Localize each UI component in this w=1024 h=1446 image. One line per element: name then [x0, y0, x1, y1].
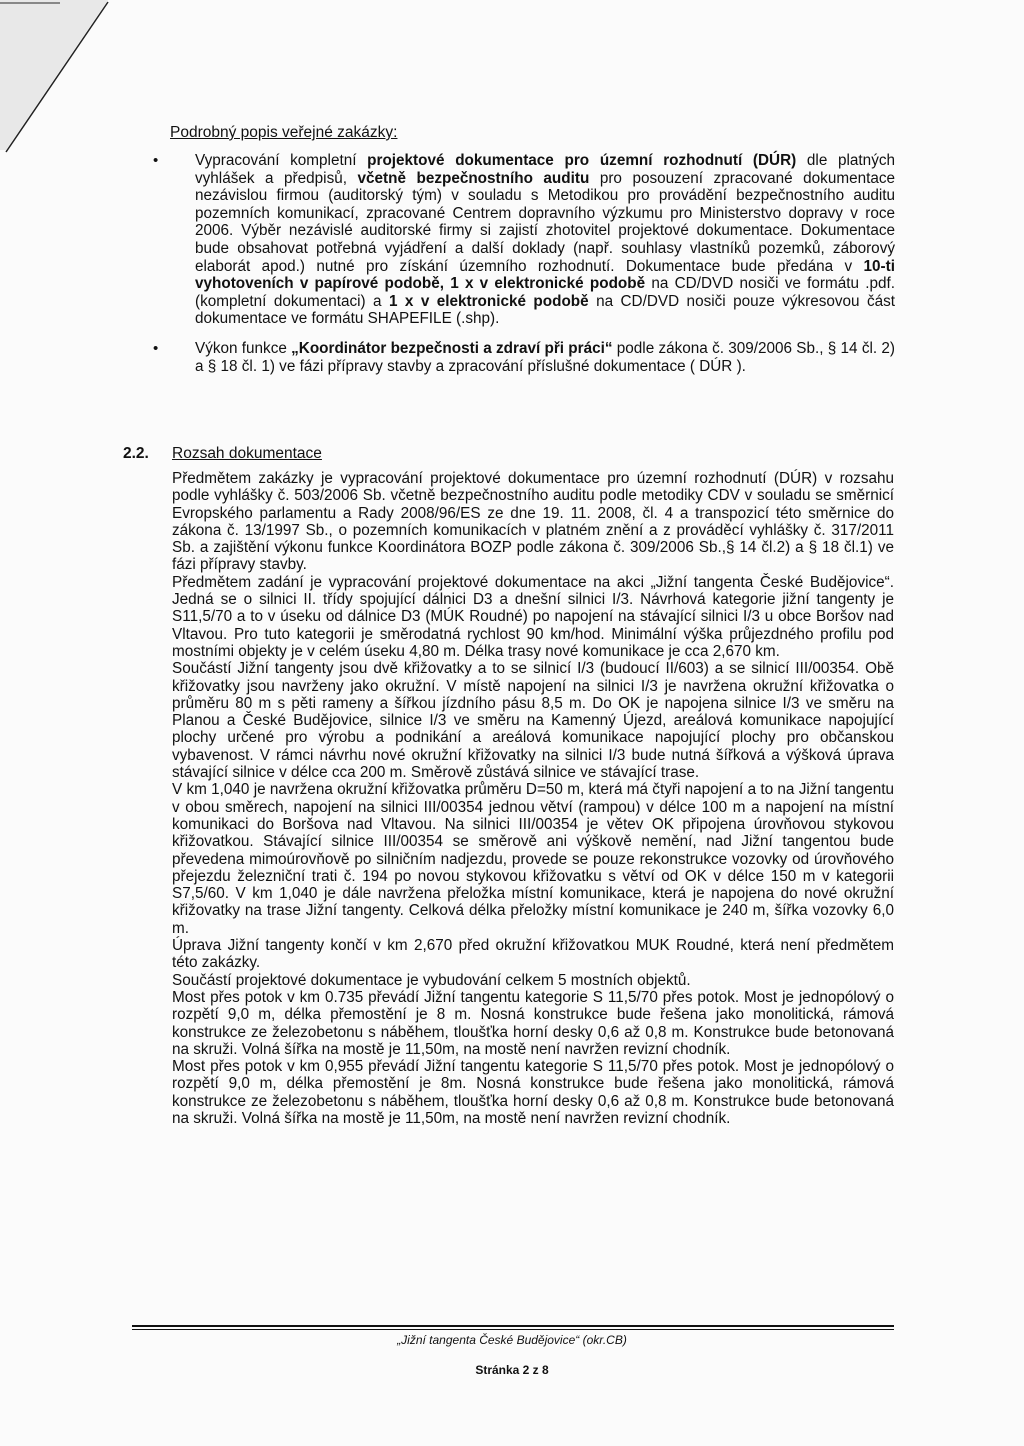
bold-run: „Koordinátor bezpečnosti a zdraví při práci“: [291, 339, 613, 357]
paragraph: V km 1,040 je navržena okružní křižovatka průměru D=50 m, která má čtyři napojení a to na Jižní tangentu v obou směrech, napojení na silnici III/00354 jednou větví (rampou) v délce 100 m a napojení na místní komunikaci do Boršova nad Vltavou. Na silnici III/00354 je větev OK připojena úrovňovou stykovou křižovatkou. Stávající silnice III/00354 se směrově ani výškově nemění, nad Jižní tangentou bude převedena mimoúrovňově po silničním nadjezdu, provede se pouze rekonstrukce vozovky od úrovňového přejezdu železniční trati č. 194 po novou stykovou křižovatku s větví od OK v délce 150 m v kategorii S7,5/60. V km 1,040 je dále navržena přeložka místní komunikace, která je napojena do nové okružní křižovatky na trase Jižní tangenty. Celková délka přeložky místní komunikace je 240 m, šířka vozovky 6,0 m.: [172, 781, 894, 937]
page-number: Stránka 2 z 8: [475, 1363, 549, 1377]
text-run: na CD/DVD nosiči pouze výkresovou část dokumentace ve formátu SHAPEFILE (.shp).: [195, 292, 896, 328]
section-title: Rozsah dokumentace: [172, 445, 322, 462]
paragraph: Předmětem zadání je vypracování projektové dokumentace na akci „Jižní tangenta České Budějovice“. Jedná se o silnici II. třídy spojující dálnici D3 a dnešní silnici I/3. Návrhová kategorie jižní tangenty je S11,5/70 a to v úseku od dálnice D3 (MÚK Roudné) po napojení na stávající silnici I/3 u obce Boršov nad Vltavou. Pro tuto kategorii je směrodatná rychlost 90 km/hod. Minimální výška průjezdného profilu pod mostními objekty je v celém úseku 4,80 m. Délka trasy nové komunikace je cca 2,670 km.: [172, 573, 894, 660]
paragraph: Součástí projektové dokumentace je vybudování celkem 5 mostních objektů.: [172, 971, 691, 989]
text-run: Výkon funkce: [195, 339, 292, 357]
bold-run: včetně bezpečnostního auditu: [357, 169, 590, 187]
bold-run: 10-ti vyhotoveních v papírové podobě, 1 x v elektronické podobě: [195, 257, 895, 293]
paragraph: Most přes potok v km 0.735 převádí Jižní tangentu kategorie S 11,5/70 přes potok. Most je jednopólový o rozpětí 9,0 m, délka přemostění je 8 m. Nosná konstrukce bude řešena jako monolitická, rámová konstrukce ze železobetonu s náběhem, tloušťka horní desky 0,6 až 0,8 m. Konstrukce bude betonovaná na skruži. Volná šířka na mostě je 11,50m, na mostě není navržen revizní chodník.: [172, 988, 894, 1058]
bold-run: 1 x v elektronické podobě: [388, 292, 589, 310]
text-run: dle platných vyhlášek a předpisů,: [195, 152, 895, 187]
section-number: 2.2.: [123, 445, 149, 462]
page-heading: Podrobný popis veřejné zakázky:: [170, 124, 398, 141]
text-run: Vypracování kompletní: [195, 152, 368, 169]
text-run: podle zákona č. 309/2006 Sb., § 14 čl. 2) a § 18 čl. 1) ve fázi přípravy stavby a zpracování příslušné dokumentace ( DÚR ).: [195, 339, 896, 375]
footer-divider: [132, 1325, 894, 1327]
bold-run: projektové dokumentace pro územní rozhodnutí (DÚR): [367, 152, 797, 169]
footer-title: „Jižní tangenta České Budějovice“ (okr.CB): [397, 1333, 627, 1347]
bullet-item: [150, 340, 895, 375]
section-body: [172, 470, 894, 1127]
paragraph: Úprava Jižní tangenty končí v km 2,670 před okružní křižovatkou MUK Roudné, která není předmětem této zakázky.: [172, 937, 894, 972]
paragraph: Most přes potok v km 0,955 převádí Jižní tangentu kategorie S 11,5/70 přes potok. Most je jednopólový o rozpětí 9,0 m, délka přemostění je 8m. Nosná konstrukce bude řešena jako monolitická, rámová konstrukce ze železobetonu s náběhem, tloušťka horní desky 0,6 až 0,8 m. Konstrukce bude betonovaná na skruži. Volná šířka na mostě je 11,50m, na mostě není navržen revizní chodník.: [172, 1058, 894, 1127]
paragraph: Součástí Jižní tangenty jsou dvě křižovatky a to se silnicí I/3 (budoucí II/603) a se silnicí III/00354. Obě křižovatky jsou navrženy jako okružní. V místě napojení na silnici I/3 je navržena okružní křižovatka o průměru 80 m s pěti rameny a šířkou jízdního pásu 8,5 m. Do OK je napojena silnice I/3 ve směru na Planou a České Budějovice, silnice I/3 ve směru na Kamenný Újezd, areálová komunikace napojující plochy určené pro výrobu a podnikání a areálová komunikace napojující plochy pro občanskou vybavenost. V rámci návrhu nové okružní křižovatky na silnici I/3 bude nutná šířková a výšková úprava stávající silnice v délce cca 200 m. Směrově zůstává silnice ve stávající trase.: [172, 660, 894, 782]
footer-divider: [132, 1329, 894, 1330]
paragraph: Předmětem zakázky je vypracování projektové dokumentace pro územní rozhodnutí (DÚR) v rozsahu podle vyhlášky č. 503/2006 Sb. včetně bezpečnostního auditu podle metodiky CDV v souladu se směrnicí Evropského parlamentu a Rady 2008/96/ES ze dne 19. 11. 2008, čl. 4 a transpozicí této směrnice do zákona č. 13/1997 Sb., o pozemních komunikacích v platném znění a z prováděcí vyhlášky č. 317/2011 Sb. a zajištění výkonu funkce Koordinátora BOZP podle zákona č. 309/2006 Sb.,§ 14 čl.2) a § 18 čl.1) ve fázi přípravy stavby.: [172, 470, 894, 574]
text-run: pro posouzení zpracované dokumentace nezávislou firmou (auditorský tým) v souladu s Metodikou pro provádění bezpečnostního auditu pozemních komunikací, zpracované Centrem dopravního výzkumu pro Ministerstvo dopravy v roce 2006. Výběr nezávislé auditorské firmy si zajistí zhotovitel projektové dokumentace. Dokumentace bude obsahovat potřebná vyjádření a další doklady (např. souhlasy vlastníků pozemků, záborový elaborát apod.) nutné pro získání územního rozhodnutí. Dokumentace bude předána v: [195, 169, 895, 275]
bullet-item: [150, 152, 895, 328]
text-run: na CD/DVD nosiči ve formátu .pdf. (kompletní dokumentaci) a: [195, 275, 896, 310]
bullet-list: [150, 152, 895, 387]
